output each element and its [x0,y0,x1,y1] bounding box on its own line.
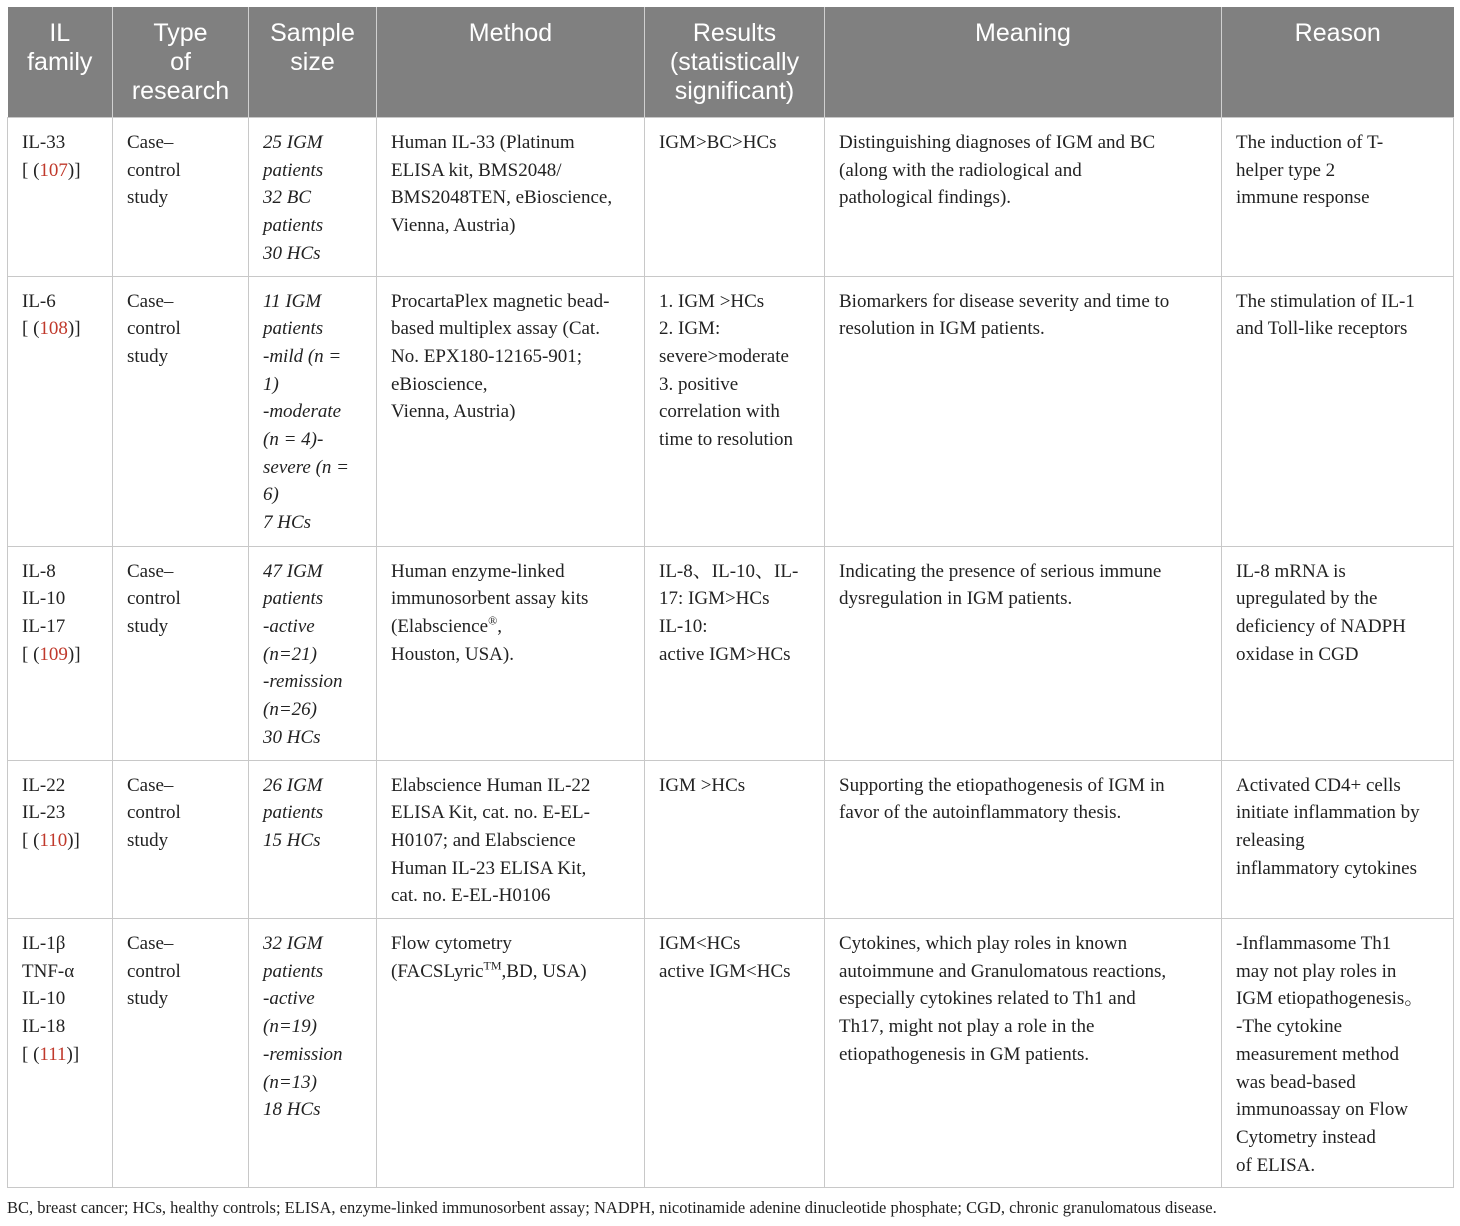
sample-line: 15 HCs [263,829,321,851]
sample-line: 26 IGM [263,774,323,796]
meaning-line: Cytokines, which play roles in known [839,933,1128,955]
citation-open: [ ( [22,318,40,340]
results-line: IGM>BC>HCs [659,132,777,153]
method-line: Elabscience Human IL-22 [391,774,591,796]
meaning-line: dysregulation in IGM patients. [839,588,1073,610]
results-line: active IGM<HCs [659,960,791,982]
reason-line: initiate inflammation by [1236,802,1420,824]
sample-line: (n=13) [263,1071,317,1093]
cell-method [377,919,645,1188]
il-family-line: IL-8 [22,560,56,582]
results-line: IL-10: [659,615,708,637]
citation-number: 111 [39,1043,67,1065]
sample-line: -remission [263,1043,343,1065]
reason-line: and Toll-like receptors [1236,318,1408,340]
type-line: control [127,159,181,181]
cell-results [645,118,825,277]
results-line: 17: IGM>HCs [659,588,770,610]
type-line: control [127,318,181,340]
method-line: cat. no. E-EL-H0106 [391,885,551,907]
reason-line: Cytometry instead [1236,1126,1376,1148]
citation-open: [ ( [22,159,40,181]
results-line: severe>moderate [659,345,789,367]
cell-meaning [825,118,1222,277]
reason-line: immune response [1236,187,1370,209]
results-line: IGM >HCs [659,774,746,796]
cell-il-family [8,276,113,546]
meaning-line: especially cytokines related to Th1 and [839,988,1136,1010]
sample-line: 32 BC [263,187,312,209]
reason-line: -Inflammasome Th1 [1236,933,1392,955]
cell-results [645,276,825,546]
sample-line: (n=21) [263,643,317,665]
table-row [8,760,1454,919]
citation [22,157,98,185]
reason-line: Activated CD4+ cells [1236,774,1401,796]
cell-il-family [8,118,113,277]
sample-line: 30 HCs [263,242,321,264]
method-line: ELISA Kit, cat. no. E-EL- [391,802,590,824]
method-line [391,613,630,641]
citation-open: [ ( [22,1043,40,1065]
method-line: immunosorbent assay kits [391,588,589,610]
type-line: study [127,187,169,209]
cell-il-family [8,919,113,1188]
results-line: time to resolution [659,429,794,451]
il-family-line: IL-33 [22,132,66,153]
type-line: Case– [127,290,174,312]
reason-line: inflammatory cytokines [1236,857,1417,879]
method-line: Flow cytometry [391,933,512,955]
reason-line: IGM etiopathogenesis。 [1236,988,1424,1010]
il-family-line: TNF-α [22,960,75,982]
meaning-line: Distinguishing diagnoses of IGM and BC [839,132,1156,153]
citation [22,641,98,669]
cell-sample-size [249,546,377,760]
results-line: correlation with [659,401,780,423]
cell-sample-size [249,760,377,919]
sample-line: (n=19) [263,1016,317,1038]
reason-line: oxidase in CGD [1236,643,1359,665]
cell-type-of-research [113,919,249,1188]
cell-sample-size [249,276,377,546]
sample-line: (n=26) [263,699,317,721]
cell-type-of-research [113,760,249,919]
sample-line: -moderate [263,401,342,423]
reason-line: The induction of T- [1236,132,1384,153]
citation-close: )] [67,159,81,181]
reason-line: helper type 2 [1236,159,1336,181]
header-reason: Reason [1222,7,1454,118]
sample-line: -active [263,988,315,1010]
citation [22,1041,98,1069]
method-superscript: ® [488,613,498,628]
results-line: 3. positive [659,373,739,395]
results-line: active IGM>HCs [659,643,791,665]
il-family-line: IL-6 [22,290,56,312]
reason-line: deficiency of NADPH [1236,615,1406,637]
cell-meaning [825,919,1222,1188]
table-row [8,919,1454,1188]
table-header-row [8,7,1454,118]
sample-line: 32 IGM [263,933,323,955]
meaning-line: resolution in IGM patients. [839,318,1045,340]
reason-line: IL-8 mRNA is [1236,560,1346,582]
type-line: Case– [127,933,174,955]
header-il-family: IL family [8,7,113,118]
method-text: , [497,615,502,637]
il-family-line: IL-18 [22,1016,66,1038]
reason-line: was bead-based [1236,1071,1356,1093]
il-family-line: IL-17 [22,615,66,637]
method-line: ELISA kit, BMS2048/ [391,159,562,181]
type-line: control [127,960,181,982]
citation-close: )] [66,1043,80,1065]
results-line: 2. IGM: [659,318,721,340]
results-line: IL-8、IL-10、IL- [659,560,799,582]
sample-line: 30 HCs [263,726,321,748]
citation-close: )] [67,829,80,851]
meaning-line: pathological findings). [839,187,1012,209]
reason-line: measurement method [1236,1043,1400,1065]
cell-reason [1222,118,1454,277]
type-line: study [127,988,169,1010]
meaning-line: Indicating the presence of serious immune [839,560,1162,582]
cell-sample-size [249,118,377,277]
cell-il-family [8,546,113,760]
reason-line: of ELISA. [1236,1154,1316,1176]
reason-line: may not play roles in [1236,960,1397,982]
cell-results [645,760,825,919]
reason-line: immunoassay on Flow [1236,1099,1409,1121]
sample-line: patients [263,960,324,982]
sample-line: 6) [263,484,279,506]
meaning-line: Th17, might not play a role in the [839,1016,1095,1038]
sample-line: 47 IGM [263,560,323,582]
type-line: study [127,345,169,367]
method-line: eBioscience, [391,373,488,395]
cell-method [377,546,645,760]
header-meaning: Meaning [825,7,1222,118]
citation-open: [ ( [22,643,40,665]
il-family-line: IL-23 [22,802,66,824]
method-text: (Elabscience [391,615,489,637]
method-line: H0107; and Elabscience [391,829,576,851]
citation-number: 107 [39,159,68,181]
sample-line: -mild (n = [263,345,342,367]
citation-number: 109 [39,643,68,665]
il-family-table [7,7,1454,1188]
reason-line: releasing [1236,829,1305,851]
meaning-line: (along with the radiological and [839,159,1082,181]
cell-reason [1222,546,1454,760]
table-container [7,7,1453,1188]
sample-line: patients [263,588,324,610]
cell-method [377,760,645,919]
cell-method [377,276,645,546]
type-line: study [127,615,169,637]
table-footnote: BC, breast cancer; HCs, healthy controls; ELISA, enzyme-linked immunosorbent assay; NADPH, nicotinamide adenine dinucleotide phosphate; CGD, chronic granulomatous disease. [7,1198,1217,1217]
type-line: Case– [127,774,174,796]
cell-results [645,546,825,760]
sample-line: -remission [263,671,343,693]
method-line: Human IL-33 (Platinum [391,132,575,153]
sample-line: 18 HCs [263,1099,321,1121]
method-text: (FACSLyric [391,960,484,982]
header-sample-size: Sample size [249,7,377,118]
cell-results [645,919,825,1188]
citation-open: [ ( [22,829,40,851]
cell-meaning [825,276,1222,546]
type-line: control [127,802,181,824]
method-line: BMS2048TEN, eBioscience, [391,187,613,209]
cell-il-family [8,760,113,919]
il-family-line: IL-10 [22,588,66,610]
method-line: No. EPX180-12165-901; [391,345,583,367]
method-line: Vienna, Austria) [391,215,516,237]
il-family-line: IL-10 [22,988,66,1010]
cell-type-of-research [113,118,249,277]
sample-line: 7 HCs [263,512,312,534]
method-line: Human enzyme-linked [391,560,565,582]
cell-type-of-research [113,546,249,760]
cell-meaning [825,546,1222,760]
header-results: Results (statistically significant) [645,7,825,118]
cell-type-of-research [113,276,249,546]
citation-number: 108 [39,318,68,340]
results-line: IGM<HCs [659,933,741,955]
type-line: study [127,829,169,851]
method-superscript: TM [483,958,502,973]
sample-line: patients [263,318,324,340]
sample-line: patients [263,159,324,181]
sample-line: patients [263,215,324,237]
citation-number: 110 [39,829,68,851]
cell-method [377,118,645,277]
header-method: Method [377,7,645,118]
reason-line: upregulated by the [1236,588,1378,610]
sample-line: patients [263,802,324,824]
table-row [8,546,1454,760]
table-row [8,276,1454,546]
type-line: Case– [127,132,174,153]
sample-line: severe (n = [263,456,349,478]
method-line [391,958,630,986]
meaning-line: Biomarkers for disease severity and time to [839,290,1170,312]
table-row [8,118,1454,277]
cell-reason [1222,919,1454,1188]
citation [22,315,98,343]
citation [22,827,98,855]
method-line: Human IL-23 ELISA Kit, [391,857,587,879]
reason-line: -The cytokine [1236,1016,1343,1038]
sample-line: 11 IGM [263,290,322,312]
method-line: based multiplex assay (Cat. [391,318,600,340]
meaning-line: autoimmune and Granulomatous reactions, [839,960,1167,982]
method-line: ProcartaPlex magnetic bead- [391,290,610,312]
sample-line: (n = 4)- [263,429,324,451]
cell-reason [1222,760,1454,919]
results-line: 1. IGM >HCs [659,290,765,312]
method-line: Vienna, Austria) [391,401,516,423]
method-line: Houston, USA). [391,643,514,665]
citation-close: )] [67,643,81,665]
meaning-line: Supporting the etiopathogenesis of IGM in [839,774,1165,796]
header-type-of-research: Type of research [113,7,249,118]
cell-sample-size [249,919,377,1188]
reason-line: The stimulation of IL-1 [1236,290,1415,312]
cell-reason [1222,276,1454,546]
cell-meaning [825,760,1222,919]
sample-line: 25 IGM [263,132,323,153]
type-line: Case– [127,560,174,582]
meaning-line: favor of the autoinflammatory thesis. [839,802,1122,824]
meaning-line: etiopathogenesis in GM patients. [839,1043,1090,1065]
il-family-line: IL-1β [22,933,66,955]
sample-line: 1) [263,373,279,395]
citation-close: )] [67,318,81,340]
sample-line: -active [263,615,315,637]
method-text: ,BD, USA) [501,960,587,982]
il-family-line: IL-22 [22,774,66,796]
type-line: control [127,588,181,610]
